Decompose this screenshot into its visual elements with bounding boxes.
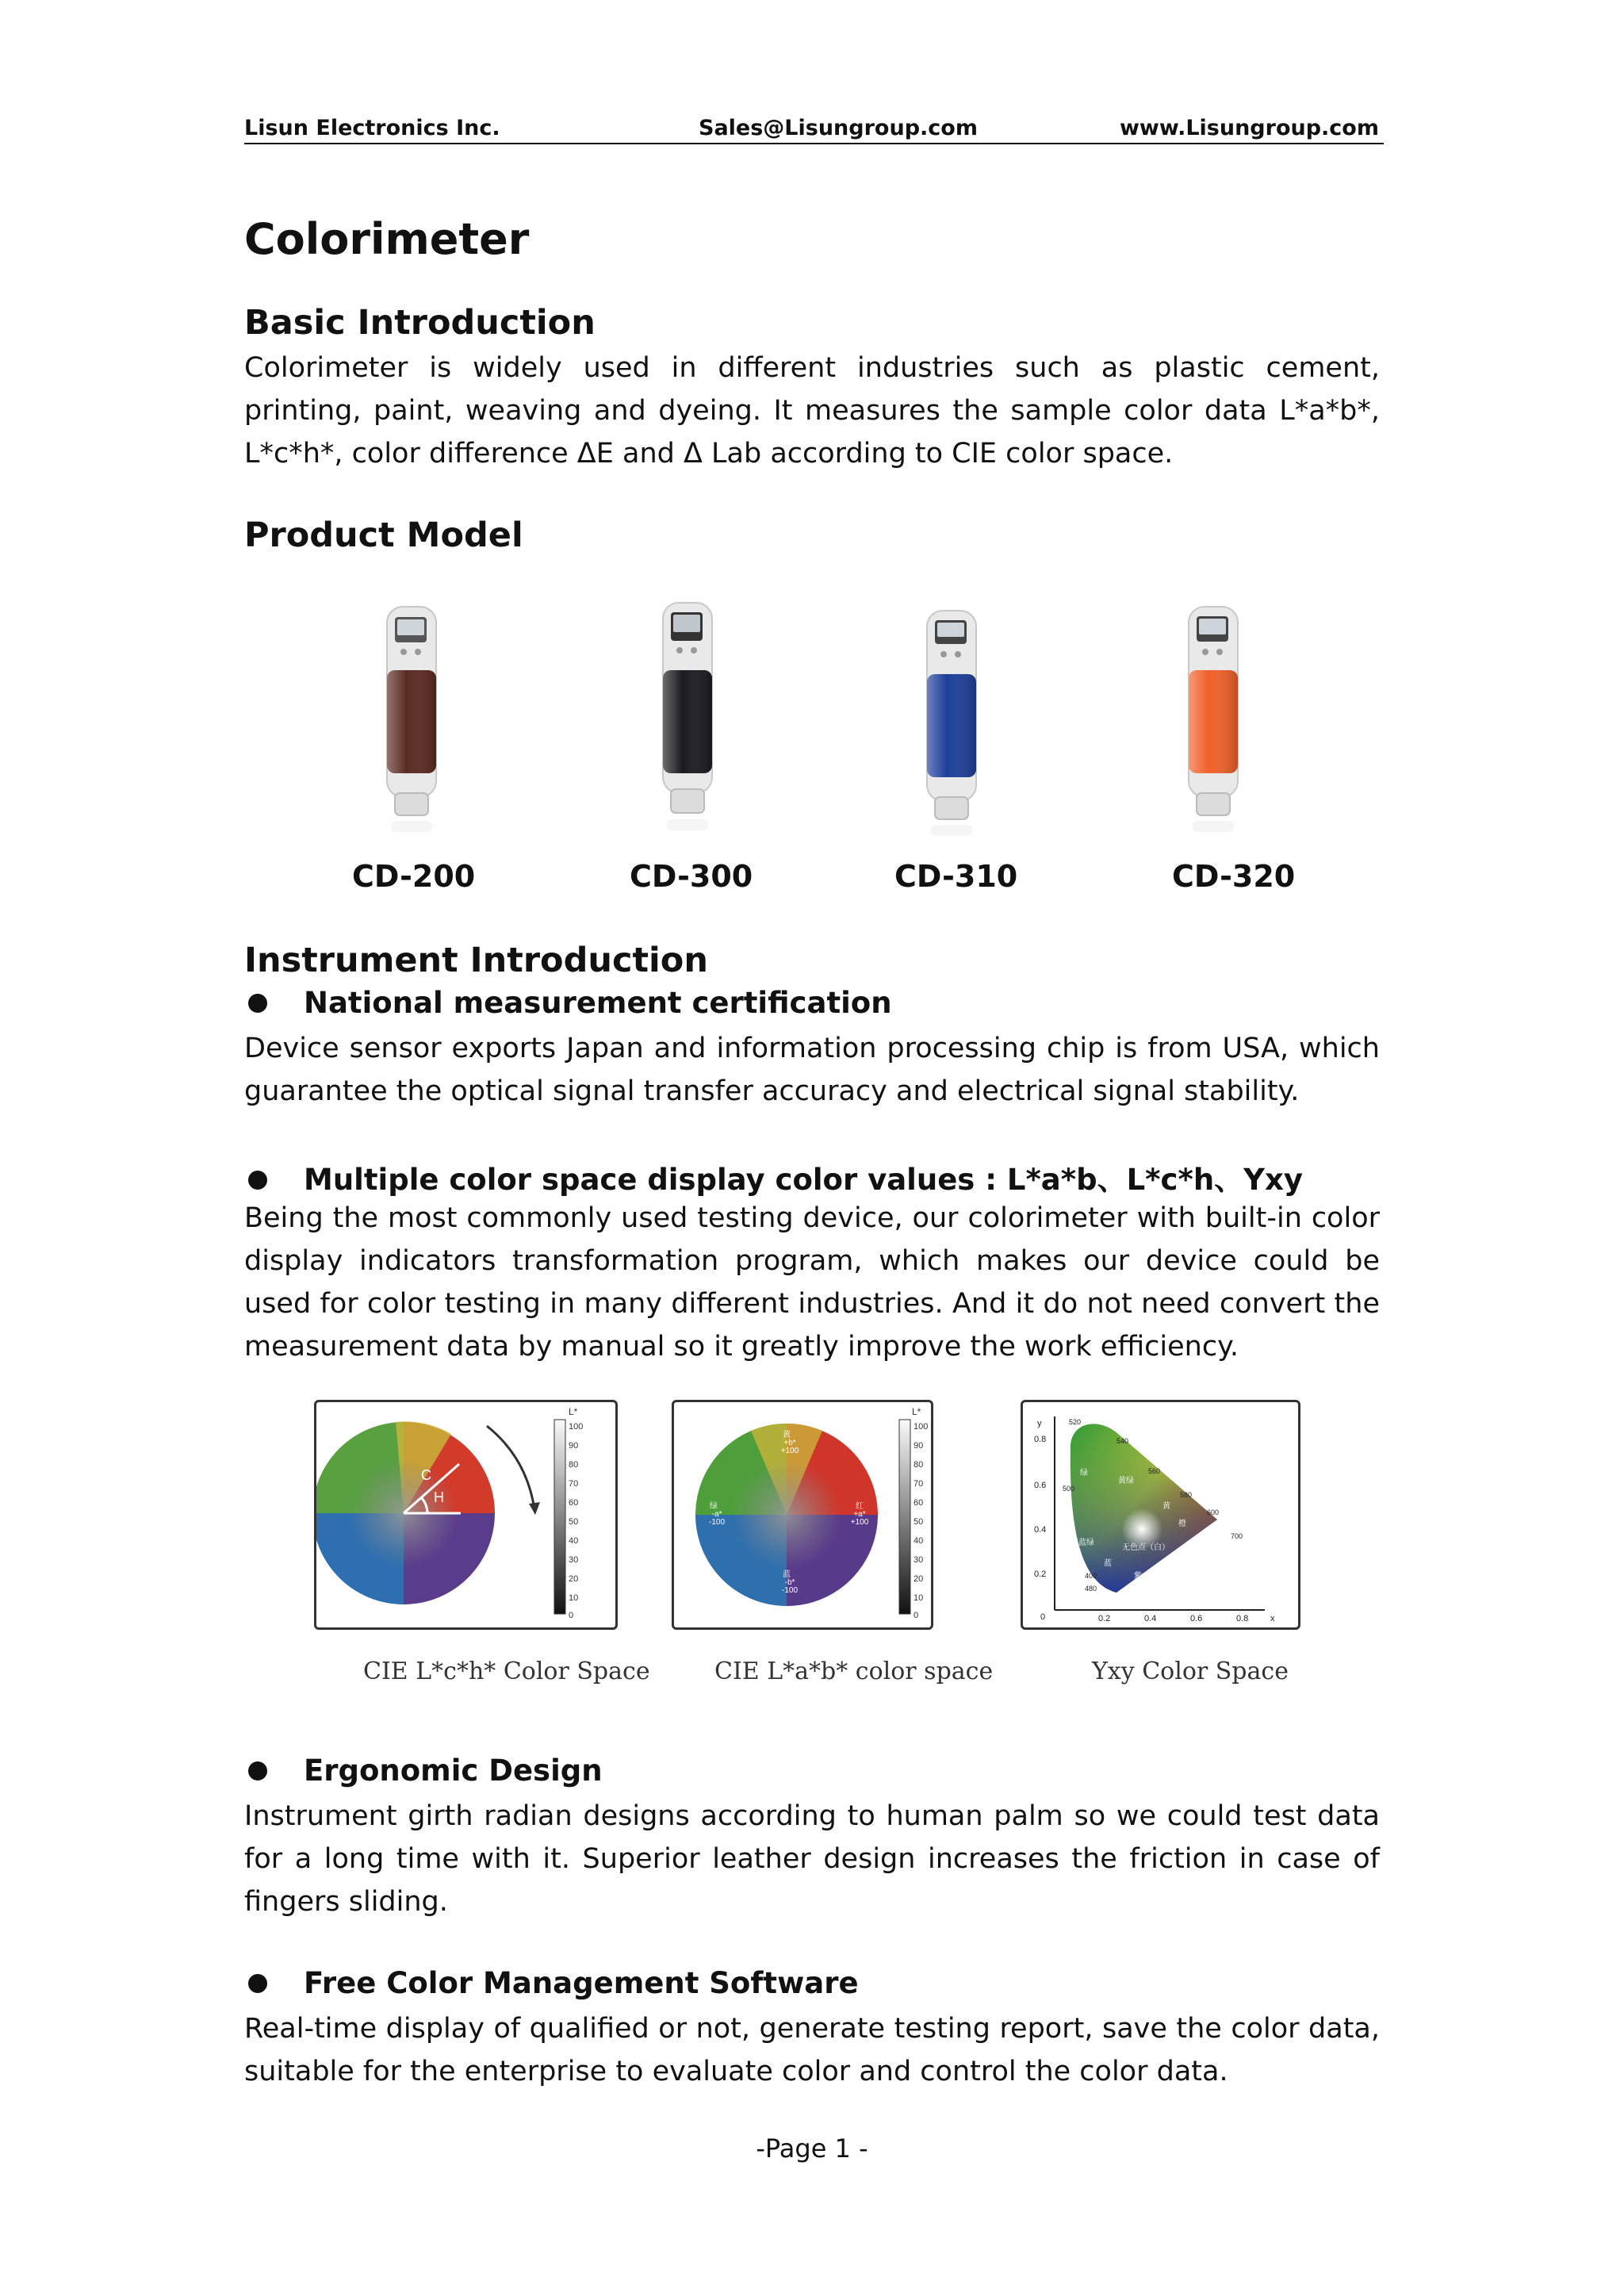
model-label-cd300: CD-300 <box>630 859 753 894</box>
svg-text:0: 0 <box>1040 1612 1046 1622</box>
yxy-y-axis-label: y <box>1037 1419 1042 1428</box>
svg-text:+100: +100 <box>780 1447 799 1455</box>
svg-text:20: 20 <box>914 1574 924 1584</box>
svg-text:700: 700 <box>1231 1532 1243 1540</box>
svg-text:10: 10 <box>569 1593 579 1603</box>
svg-text:红: 红 <box>856 1502 864 1511</box>
lch-color-space-figure <box>314 1400 618 1630</box>
svg-text:黄: 黄 <box>783 1431 791 1439</box>
svg-text:0: 0 <box>569 1611 574 1620</box>
svg-text:蓝: 蓝 <box>1104 1559 1112 1568</box>
svg-text:0.4: 0.4 <box>1144 1614 1157 1623</box>
svg-text:70: 70 <box>914 1479 924 1489</box>
svg-text:红: 红 <box>1199 1535 1207 1544</box>
svg-text:480: 480 <box>1085 1585 1097 1593</box>
svg-text:+b*: +b* <box>783 1439 796 1447</box>
svg-text:70: 70 <box>569 1479 579 1489</box>
product-image-cd300 <box>635 595 738 841</box>
svg-text:600: 600 <box>1207 1508 1220 1516</box>
svg-text:20: 20 <box>569 1574 579 1584</box>
svg-text:0.8: 0.8 <box>1034 1435 1047 1444</box>
feature-title-software: Free Color Management Software <box>244 1966 859 2000</box>
svg-text:蓝绿: 蓝绿 <box>1078 1539 1094 1547</box>
svg-text:500: 500 <box>1063 1485 1075 1493</box>
product-model-heading: Product Model <box>244 516 523 555</box>
instrument-intro-heading: Instrument Introduction <box>244 941 708 980</box>
yxy-x-axis-label: x <box>1270 1614 1275 1623</box>
svg-text:60: 60 <box>569 1498 579 1508</box>
page-title: Colorimeter <box>244 214 530 264</box>
svg-text:0.8: 0.8 <box>1236 1614 1249 1623</box>
yxy-caption: Yxy Color Space <box>1092 1658 1289 1685</box>
basic-intro-heading: Basic Introduction <box>244 303 596 343</box>
page-number: -Page 1 - <box>756 2133 868 2164</box>
svg-text:540: 540 <box>1116 1437 1129 1445</box>
product-image-cd200 <box>359 595 462 841</box>
svg-text:580: 580 <box>1180 1491 1193 1499</box>
svg-text:蓝: 蓝 <box>783 1570 791 1579</box>
feature-title-ergonomic: Ergonomic Design <box>244 1754 603 1788</box>
svg-text:0.2: 0.2 <box>1098 1614 1111 1623</box>
svg-text:-100: -100 <box>708 1518 726 1527</box>
product-image-cd310 <box>899 595 1002 841</box>
svg-text:0.6: 0.6 <box>1190 1614 1203 1623</box>
lab-color-space-figure <box>672 1400 933 1630</box>
svg-text:黄绿: 黄绿 <box>1118 1477 1134 1485</box>
feature-text-software: Real-time display of qualified or not, generate testing report, save the color data, suitable for the enterprise to evaluate color and control the color data. <box>244 2013 1380 2087</box>
bullet-icon <box>248 1974 267 1993</box>
basic-intro-text: Colorimeter is widely used in different industries such as plastic cement, printing, paint, weaving and dyeing. It measures the sample color data L*a*b*, L*c*h*, color difference ΔE and Δ Lab according to CIE color space. <box>244 352 1380 470</box>
svg-text:0: 0 <box>914 1611 919 1620</box>
bullet-icon <box>248 994 267 1013</box>
model-label-cd310: CD-310 <box>894 859 1018 894</box>
svg-text:520: 520 <box>1069 1418 1082 1426</box>
svg-text:400: 400 <box>1085 1572 1097 1580</box>
feature-text-ergonomic: Instrument girth radian designs according to human palm so we could test data for a long time with it. Superior leather design increases the friction in case of fingers sliding. <box>244 1800 1380 1918</box>
svg-text:绿: 绿 <box>710 1502 718 1511</box>
svg-text:-b*: -b* <box>784 1578 795 1587</box>
product-image-cd320 <box>1161 595 1264 841</box>
svg-text:-a*: -a* <box>711 1510 722 1519</box>
hue-label: H <box>434 1489 444 1505</box>
svg-text:560: 560 <box>1148 1467 1161 1475</box>
svg-text:50: 50 <box>914 1517 924 1527</box>
lch-scale-title: L* <box>569 1406 578 1417</box>
chroma-label: C <box>421 1467 431 1483</box>
svg-text:无色点（白）: 无色点（白） <box>1122 1543 1170 1552</box>
feature-title-certification: National measurement certification <box>244 986 892 1020</box>
svg-text:50: 50 <box>569 1517 579 1527</box>
svg-text:100: 100 <box>569 1422 584 1432</box>
model-label-cd320: CD-320 <box>1172 859 1296 894</box>
model-label-cd200: CD-200 <box>352 859 476 894</box>
svg-text:紫: 紫 <box>1134 1572 1142 1581</box>
svg-text:30: 30 <box>569 1555 579 1565</box>
svg-text:90: 90 <box>569 1441 579 1451</box>
svg-text:0.4: 0.4 <box>1034 1525 1047 1535</box>
svg-text:+100: +100 <box>850 1518 869 1527</box>
website-link[interactable]: www.Lisungroup.com <box>1119 116 1379 140</box>
svg-text:0.2: 0.2 <box>1034 1570 1047 1579</box>
lab-scale-title: L* <box>912 1406 921 1417</box>
svg-text:+a*: +a* <box>853 1510 866 1519</box>
company-name: Lisun Electronics Inc. <box>244 116 500 140</box>
svg-text:90: 90 <box>914 1441 924 1451</box>
feature-title-color-space: Multiple color space display color values : L*a*b、L*c*h、Yxy <box>244 1156 1303 1198</box>
svg-text:80: 80 <box>569 1460 579 1470</box>
svg-text:0.6: 0.6 <box>1034 1481 1047 1490</box>
svg-text:30: 30 <box>914 1555 924 1565</box>
feature-text-certification: Device sensor exports Japan and information processing chip is from USA, which guarantee the optical signal transfer accuracy and electrical signal stability. <box>244 1033 1380 1107</box>
yxy-color-space-figure <box>1021 1400 1300 1630</box>
svg-text:60: 60 <box>914 1498 924 1508</box>
bullet-icon <box>248 1171 267 1190</box>
svg-text:10: 10 <box>914 1593 924 1603</box>
bullet-icon <box>248 1761 267 1780</box>
email-address[interactable]: Sales@Lisungroup.com <box>699 116 978 140</box>
feature-text-color-space: Being the most commonly used testing device, our colorimeter with built-in color display indicators transformation program, which makes our device could be used for color testing in many different industries. And it do not need convert the measurement data by manual so it greatly improve the work efficiency. <box>244 1202 1380 1363</box>
svg-text:绿: 绿 <box>1080 1469 1088 1478</box>
svg-text:40: 40 <box>569 1536 579 1546</box>
page-header <box>244 113 1384 144</box>
svg-text:40: 40 <box>914 1536 924 1546</box>
lab-caption: CIE L*a*b* color space <box>714 1658 994 1685</box>
svg-text:100: 100 <box>914 1422 929 1432</box>
lch-caption: CIE L*c*h* Color Space <box>363 1658 650 1685</box>
svg-text:-100: -100 <box>781 1586 799 1595</box>
svg-text:黄: 黄 <box>1162 1502 1170 1511</box>
svg-text:橙: 橙 <box>1178 1520 1186 1528</box>
svg-text:80: 80 <box>914 1460 924 1470</box>
